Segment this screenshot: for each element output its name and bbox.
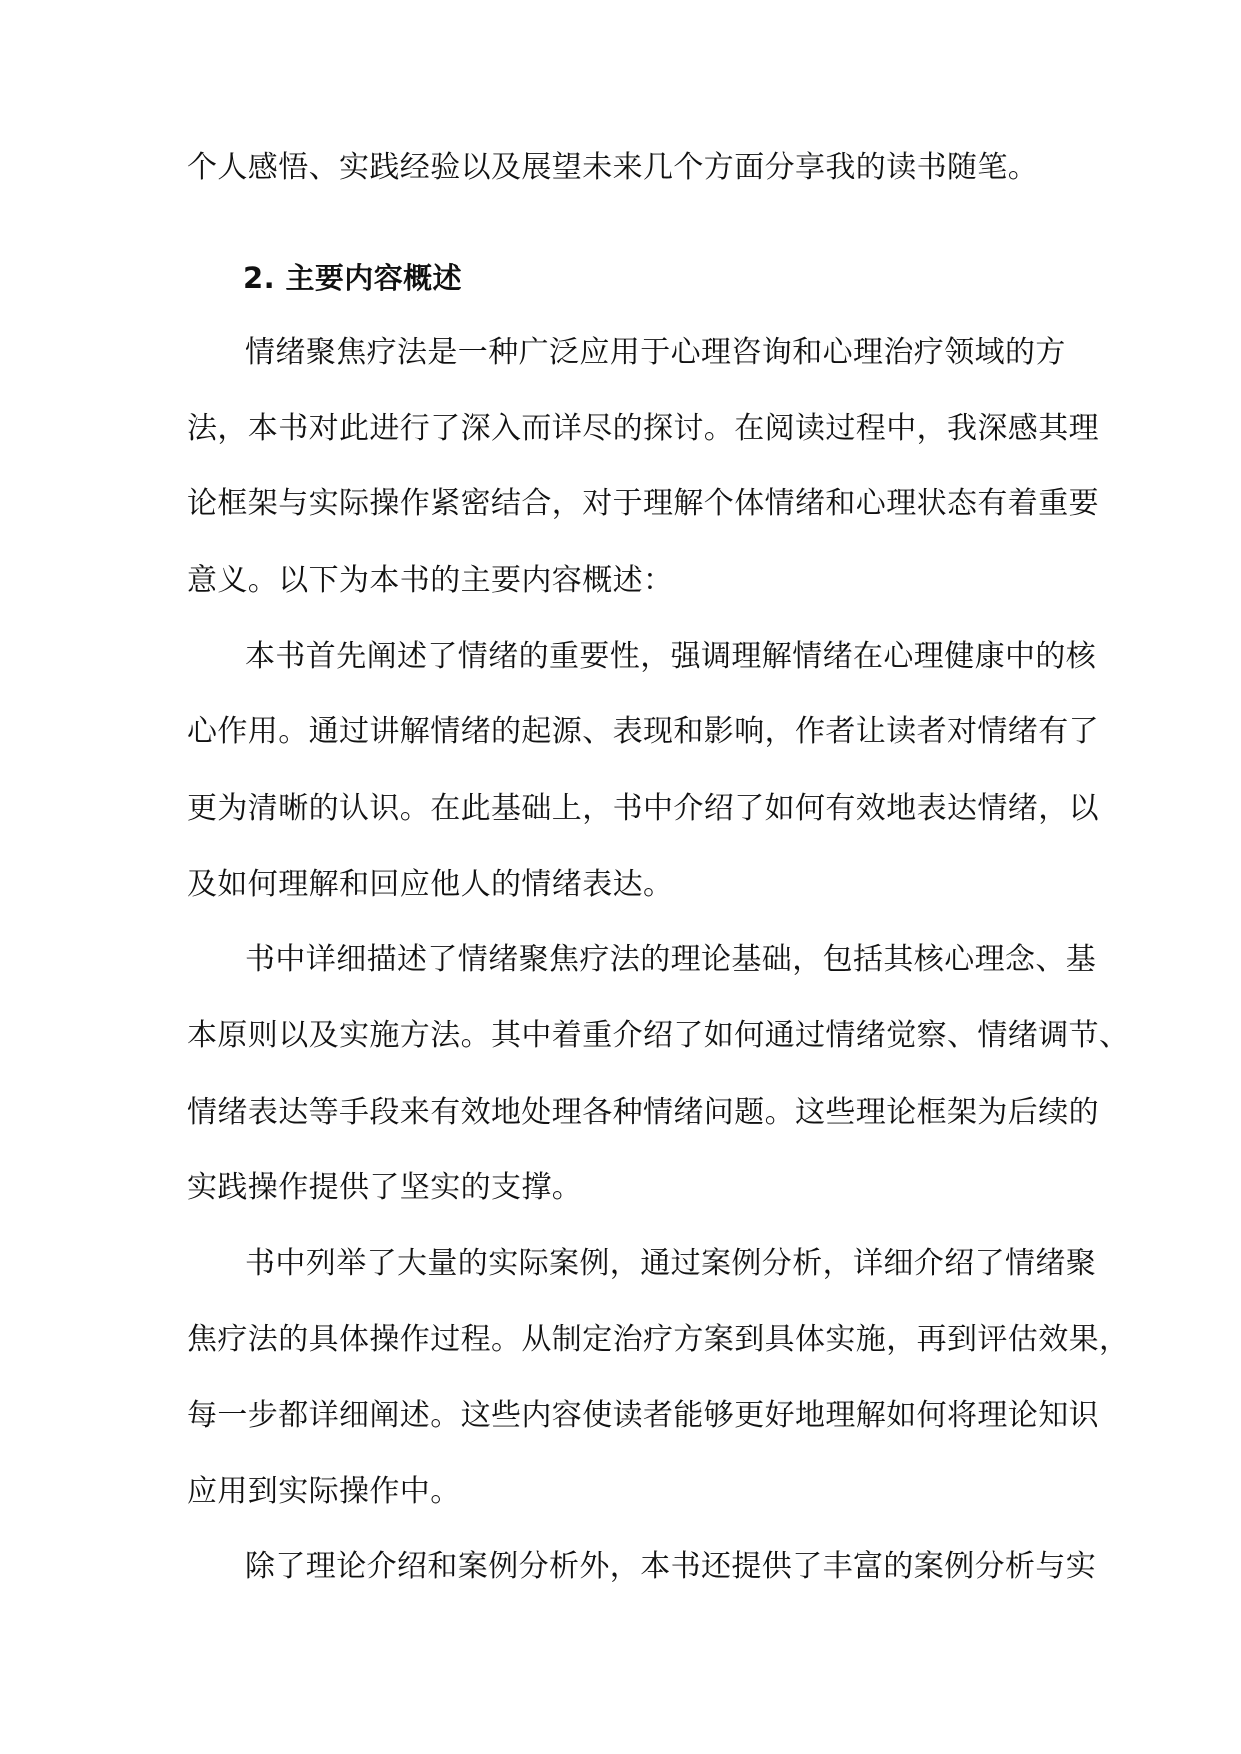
paragraph-3-line-2: 本原则以及实施方法。其中着重介绍了如何通过情绪觉察、情绪调节、 (187, 1018, 1130, 1053)
paragraph-4-line-3: 每一步都详细阐述。这些内容使读者能够更好地理解如何将理论知识 (187, 1398, 1099, 1433)
paragraph-2-line-1: 本书首先阐述了情绪的重要性，强调理解情绪在心理健康中的核 (245, 639, 1097, 674)
paragraph-5-line-1: 除了理论介绍和案例分析外，本书还提供了丰富的案例分析与实 (245, 1549, 1097, 1584)
paragraph-3-line-3: 情绪表达等手段来有效地处理各种情绪问题。这些理论框架为后续的 (187, 1095, 1099, 1130)
paragraph-4-line-2: 焦疗法的具体操作过程。从制定治疗方案到具体实施，再到评估效果， (187, 1322, 1130, 1357)
paragraph-1-line-4: 意义。以下为本书的主要内容概述： (187, 563, 674, 598)
paragraph-3-line-4: 实践操作提供了坚实的支撑。 (187, 1170, 583, 1205)
paragraph-3-line-1: 书中详细描述了情绪聚焦疗法的理论基础，包括其核心理念、基 (245, 942, 1097, 977)
paragraph-2-line-2: 心作用。通过讲解情绪的起源、表现和影响，作者让读者对情绪有了 (187, 714, 1099, 749)
paragraph-2-line-3: 更为清晰的认识。在此基础上，书中介绍了如何有效地表达情绪，以 (187, 791, 1099, 826)
paragraph-1-line-1: 情绪聚焦疗法是一种广泛应用于心理咨询和心理治疗领域的方 (245, 335, 1066, 370)
paragraph-1-line-2: 法，本书对此进行了深入而详尽的探讨。在阅读过程中，我深感其理 (187, 411, 1099, 446)
paragraph-2-line-4: 及如何理解和回应他人的情绪表达。 (187, 867, 674, 902)
section-heading: 2. 主要内容概述 (243, 261, 462, 295)
paragraph-4-line-4: 应用到实际操作中。 (187, 1474, 461, 1509)
paragraph-1-line-3: 论框架与实际操作紧密结合，对于理解个体情绪和心理状态有着重要 (187, 486, 1099, 521)
intro-line: 个人感悟、实践经验以及展望未来几个方面分享我的读书随笔。 (187, 150, 1039, 185)
paragraph-4-line-1: 书中列举了大量的实际案例，通过案例分析，详细介绍了情绪聚 (245, 1246, 1097, 1281)
